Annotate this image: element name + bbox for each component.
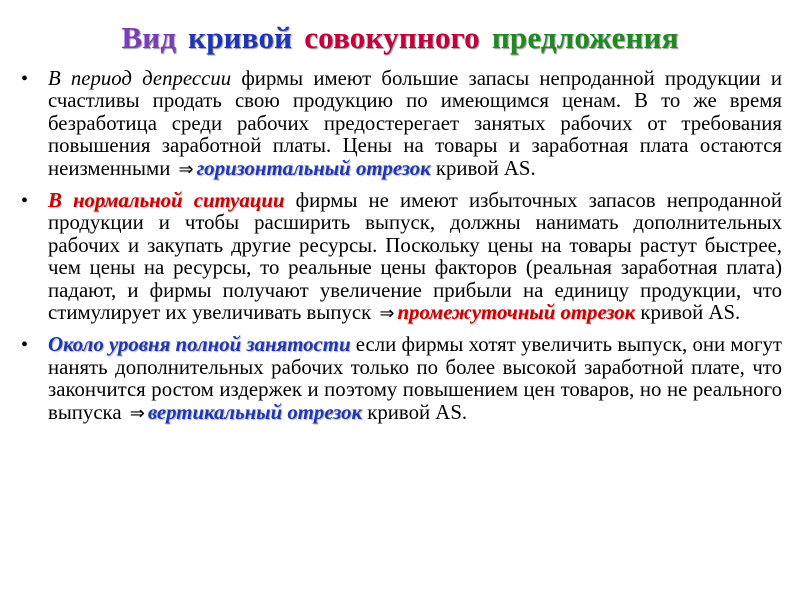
bullet-list	[0, 68, 800, 425]
bullet-text: фирмы имеют большие запасы непроданной продукции и счастливы продать свою продукцию по имеющимся ценам. В то же время безработица среди рабочих предостерегает занятых рабочих от требования повышения заработной платы. Цены на товары и заработная плата остаются неизменными	[48, 67, 782, 180]
title-word-2: кривой	[188, 20, 293, 55]
bullet-text: если фирмы хотят увеличить выпуск, они могут нанять дополнительных рабочих только по более высокой заработной плате, что закончится ростом издержек и поэтому повышением цен товаров, но не реального выпуска	[48, 333, 782, 424]
bullet-segment: промежуточный отрезок	[397, 301, 636, 325]
bullet-item-depression	[21, 67, 782, 181]
bullet-dot-icon: •	[21, 68, 29, 90]
bullet-item-full-employment	[21, 333, 782, 425]
title-word-1: Вид	[121, 20, 177, 55]
bullet-lead: В период депрессии	[48, 67, 232, 90]
bullet-tail: кривой AS.	[635, 301, 741, 325]
title-word-3: совокупного	[304, 20, 480, 55]
implies-arrow-icon: ⇒	[129, 402, 145, 424]
bullet-dot-icon: •	[21, 190, 29, 213]
bullet-lead: В нормальной ситуации	[48, 189, 285, 213]
implies-arrow-icon: ⇒	[178, 158, 194, 180]
implies-arrow-icon: ⇒	[379, 303, 395, 325]
bullet-segment: вертикальный отрезок	[147, 400, 363, 424]
bullet-dot-icon: •	[21, 334, 29, 357]
bullet-text: фирмы не имеют избыточных запасов непроданной продукции и чтобы расширить выпуск, должны нанимать дополнительных рабочих и закупать другие ресурсы. Поскольку цены на товары растут быстрее, чем цены на ресурсы, то реальные цены факторов (реальная заработная плата) падают, и фирмы получают увеличение прибыли на единицу продукции, что стимулирует их увеличивать выпуск	[48, 189, 782, 325]
bullet-segment: горизонтальный отрезок	[196, 156, 431, 180]
bullet-tail: кривой AS.	[362, 400, 468, 424]
title-word-4: предложения	[491, 20, 679, 55]
bullet-item-normal	[21, 189, 782, 325]
slide-title	[0, 0, 800, 58]
bullet-tail: кривой AS.	[430, 156, 536, 180]
bullet-lead: Около уровня полной занятости	[48, 333, 351, 357]
